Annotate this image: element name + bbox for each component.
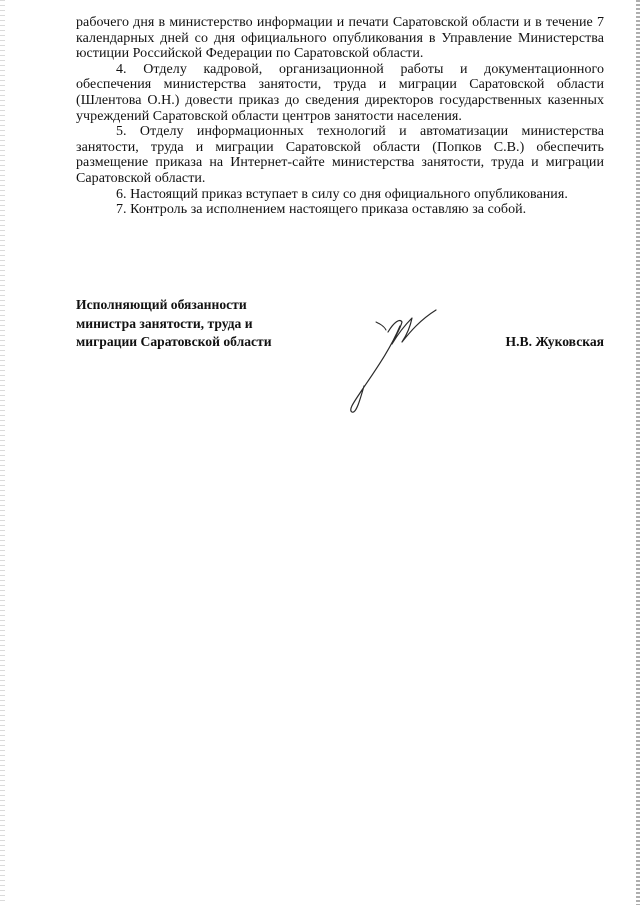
paragraph-item-5: 5. Отделу информационных технологий и автоматизации министерства занятости, труда и миграции Саратовской области (Попков С.В.) обеспечить размещение приказа на Интернет-сайте министерства занятости, труда и миграции Саратовской области. — [76, 124, 604, 186]
paragraph-continuation: рабочего дня в министерство информации и печати Саратовской области и в течение 7 календарных дней со дня официального опубликования в Управление Министерства юстиции Российской Федерации по Саратовской области. — [76, 15, 604, 62]
paragraph-item-6: 6. Настоящий приказ вступает в силу со дня официального опубликования. — [116, 186, 568, 202]
signatory-name: Н.В. Жуковская — [505, 334, 604, 349]
signatory-position-line: министра занятости, труда и — [76, 315, 253, 331]
handwritten-signature — [340, 300, 450, 420]
signatory-position — [76, 296, 272, 352]
signatory-position-line: миграции Саратовской области — [76, 334, 272, 349]
paragraph-item-7: 7. Контроль за исполнением настоящего приказа оставляю за собой. — [116, 202, 527, 218]
document-body — [76, 15, 604, 218]
scan-edge-left — [0, 0, 5, 905]
paragraph-item-4: 4. Отделу кадровой, организационной работы и документационного обеспечения министерства занятости, труда и миграции Саратовской области (Шлентова О.Н.) довести приказ до сведения директоров государственных казенных учреждений Саратовской области центров занятости населения. — [76, 61, 604, 124]
signatory-position-line: Исполняющий обязанности — [76, 297, 247, 312]
scan-edge-right — [636, 0, 640, 905]
